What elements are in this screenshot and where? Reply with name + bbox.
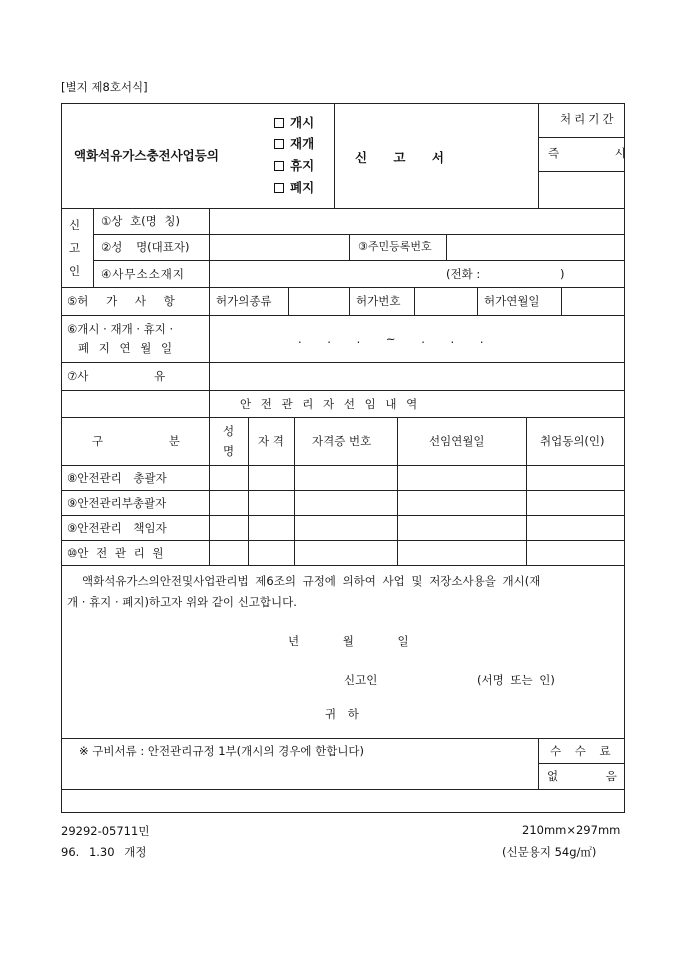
fee-label: 수 수 료: [550, 744, 611, 758]
resident-number-label: ③주민등록번호: [358, 240, 432, 253]
col-name-1: 성: [223, 424, 235, 438]
representative-name-label: ②성 명(대표자): [101, 240, 190, 254]
checkbox-suspend[interactable]: [274, 161, 284, 171]
col-name-2: 명: [223, 444, 235, 458]
option-open: 개시: [274, 116, 314, 130]
paper-size: 210mm×297mm: [522, 823, 621, 837]
fee-value: 없 음: [547, 769, 617, 783]
revision-date: 96. 1.30 개정: [61, 845, 147, 859]
document-title: 신 고 서: [355, 150, 444, 165]
safety-row-general: ⑧안전관리 총괄자: [67, 471, 167, 485]
option-suspend: 휴지: [274, 159, 314, 173]
processing-period-value: 즉 시: [548, 146, 626, 160]
report-form: [61, 103, 625, 813]
col-category: 구 분: [92, 434, 180, 448]
declaration-line1: 액화석유가스의안전및사업관리법 제6조의 규정에 의하여 사업 및 저장소사용을 개시(재: [82, 574, 541, 588]
applicant-group-1: 신: [69, 218, 81, 232]
recipient-label: 귀 하: [325, 707, 359, 721]
processing-period-label: 처리기간: [560, 112, 617, 126]
checkbox-resume[interactable]: [274, 139, 284, 149]
option-resume: 재개: [274, 137, 314, 151]
declaration-line2: 개 · 휴지 · 폐지)하고자 위와 같이 신고합니다.: [67, 595, 297, 609]
office-address-label: ④사무소소재지: [101, 267, 185, 281]
permit-number-label: 허가번호: [356, 294, 401, 308]
option-close: 폐지: [274, 181, 314, 195]
safety-row-vice-general: ⑨안전관리부총괄자: [67, 496, 167, 510]
form-label: [별지 제8호서식]: [61, 80, 148, 94]
col-cert-number: 자격증 번호: [312, 434, 372, 448]
period-value: . . . ~ . . .: [298, 332, 484, 346]
permit-date-label: 허가연월일: [484, 294, 540, 308]
required-documents-note: ※ 구비서류 : 안전관리규정 1부(개시의 경우에 한합니다): [79, 744, 365, 758]
period-label-line1: ⑥개시 · 재개 · 휴지 ·: [67, 322, 174, 336]
applicant-group-3: 인: [69, 264, 81, 278]
phone-label: (전화 :: [446, 267, 481, 281]
safety-section-title: 안 전 관 리 자 선 임 내 역: [240, 397, 418, 411]
checkbox-open[interactable]: [274, 118, 284, 128]
signer-label: 신고인: [344, 673, 378, 687]
safety-row-staff: ⑩안 전 관 리 원: [67, 546, 164, 560]
checkbox-close[interactable]: [274, 183, 284, 193]
permit-label: ⑤허 가 사 항: [67, 294, 175, 308]
reason-label: ⑦사 유: [67, 369, 166, 383]
applicant-group-2: 고: [69, 241, 81, 255]
declaration-date: 년 월 일: [288, 634, 409, 648]
permit-type-label: 허가의종류: [216, 294, 272, 308]
sign-note: (서명 또는 인): [477, 673, 555, 687]
col-employment-consent: 취업동의(인): [540, 434, 605, 448]
period-label-line2: 폐 지 연 월 일: [78, 341, 173, 355]
business-type-label: 액화석유가스충전사업등의: [74, 148, 219, 163]
trade-name-label: ①상 호(명 칭): [101, 214, 181, 228]
phone-close: ): [560, 267, 565, 281]
form-code: 29292-05711민: [61, 824, 150, 838]
paper-spec: (신문용지 54g/㎡): [502, 845, 597, 859]
col-appointed-date: 선임연월일: [429, 434, 485, 448]
safety-row-responsible: ⑨안전관리 책임자: [67, 521, 167, 535]
col-qualification: 자 격: [258, 434, 284, 448]
